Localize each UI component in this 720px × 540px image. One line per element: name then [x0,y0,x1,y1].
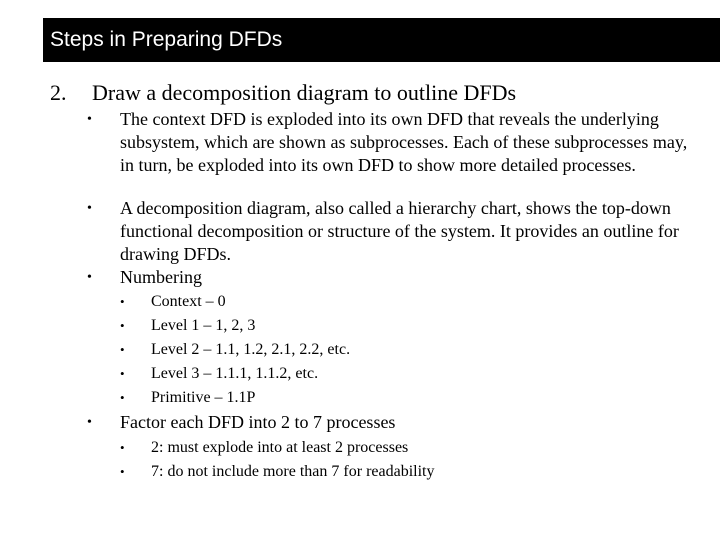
bullet-text: The context DFD is exploded into its own DFD that reveals the underlying subsystem, which are shown as subprocesses. Each of these subprocesses may, in turn, be exploded into its own DFD to show more detailed processes. [120,109,688,175]
sub-bullet-text: Primitive – 1.1P [151,389,256,406]
sub-bullet-marker: • [120,464,125,479]
bullet-marker: • [87,270,92,285]
bullet-text: A decomposition diagram, also called a hierarchy chart, shows the top-down functional decomposition or structure of the system. It provides an outline for drawing DFDs. [120,198,679,264]
sub-bullet-text: Context – 0 [151,293,226,310]
bullet-text: Numbering [120,267,202,287]
sub-bullet-marker: • [120,390,125,405]
sub-bullet-text: Level 3 – 1.1.1, 1.1.2, etc. [151,365,319,382]
sub-bullet-text: Level 2 – 1.1, 1.2, 2.1, 2.2, etc. [151,341,351,358]
sub-bullet-marker: • [120,294,125,309]
sub-bullet-text: 2: must explode into at least 2 processes [151,439,409,456]
step-heading: Draw a decomposition diagram to outline DFDs [92,80,517,105]
bullet-text: Factor each DFD into 2 to 7 processes [120,412,396,432]
sub-bullet-marker: • [120,440,125,455]
slide-title: Steps in Preparing DFDs [50,28,283,51]
sub-bullet-marker: • [120,342,125,357]
sub-bullet-text: Level 1 – 1, 2, 3 [151,317,256,334]
sub-bullet-text: 7: do not include more than 7 for readability [151,463,435,480]
bullet-marker: • [87,112,92,127]
title-bar [43,18,720,62]
step-number: 2. [50,80,67,105]
sub-bullet-marker: • [120,366,125,381]
bullet-marker: • [87,415,92,430]
sub-bullet-marker: • [120,318,125,333]
bullet-marker: • [87,201,92,216]
